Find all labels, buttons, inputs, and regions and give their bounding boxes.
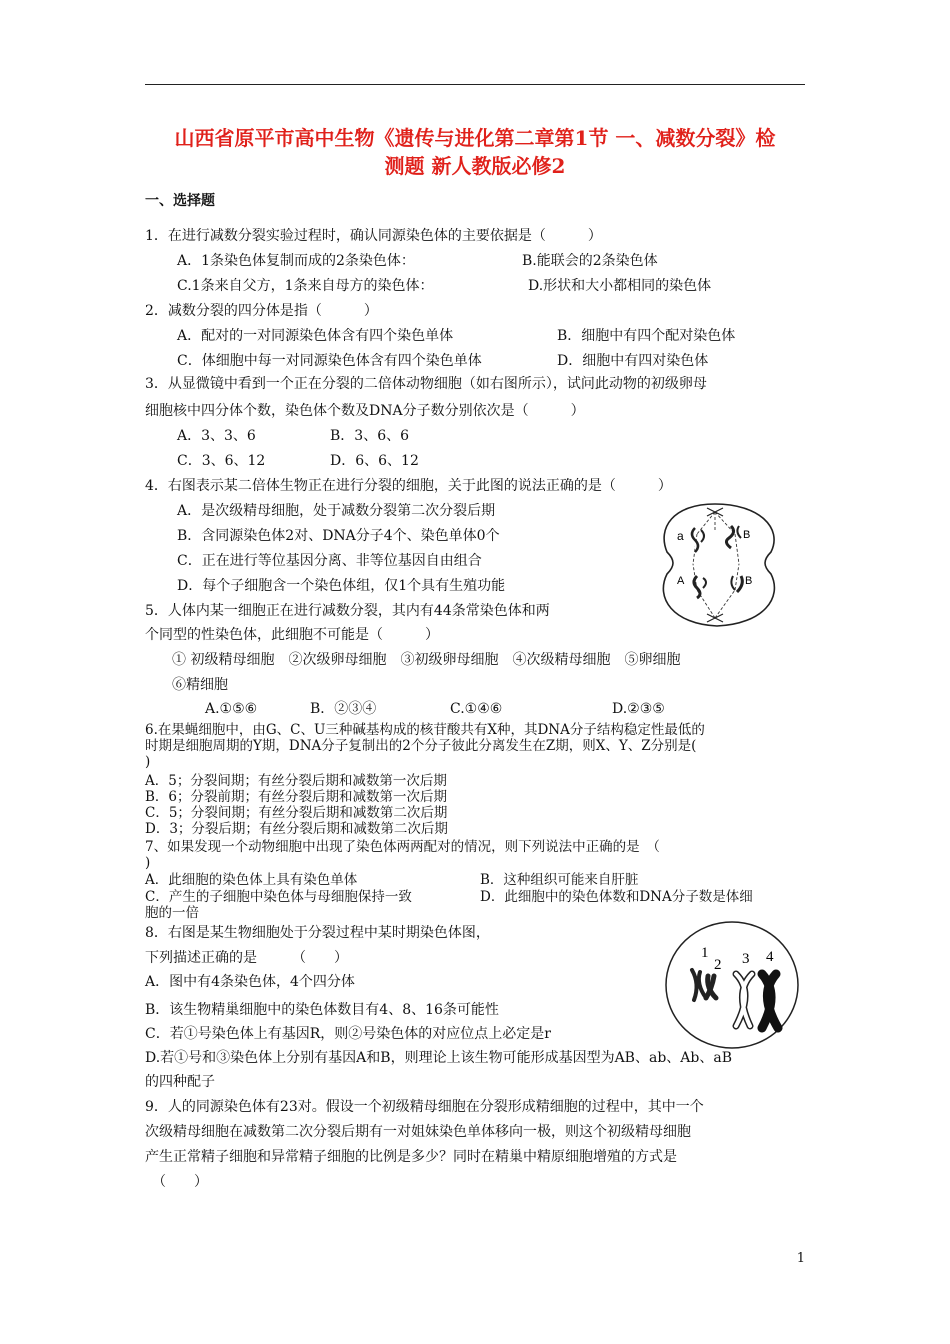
q8-stem: 8．右图是某生物细胞处于分裂过程中某时期染色体图， (145, 925, 490, 941)
q6-stem-3: ) (145, 754, 151, 770)
q3-option-b: B．3、6、6 (330, 428, 410, 444)
chromosome-figure (662, 918, 802, 1053)
q4-option-b: B．含同源染色体2对、DNA分子4个、染色单体0个 (177, 528, 500, 544)
label-a: a (677, 529, 684, 543)
q5-option-c: C.①④⑥ (450, 701, 503, 717)
q6-option-a: A．5；分裂间期；有丝分裂后期和减数第一次后期 (145, 773, 447, 789)
q3-option-a: A．3、3、6 (177, 428, 256, 444)
q1-option-d: D.形状和大小都相同的染色体 (528, 278, 712, 294)
q5-items-2: ⑥精细胞 (172, 677, 228, 693)
q1-option-b: B.能联会的2条染色体 (522, 253, 658, 269)
q4-option-c: C．正在进行等位基因分离、非等位基因自由组合 (177, 553, 482, 569)
q6-stem-2: 时期是细胞周期的Y期，DNA分子复制出的2个分子彼此分离发生在Z期，则X、Y、Z分别是( (145, 738, 697, 754)
q5-items: ① 初级精母细胞 ②次级卵母细胞 ③初级卵母细胞 ④次级精母细胞 ⑤卵细胞 (172, 652, 681, 668)
label-b-upper: B (743, 529, 751, 541)
cell-division-figure (655, 500, 795, 630)
q1-option-c: C.1条来自父方，1条来自母方的染色体： (177, 278, 434, 294)
label-4: 4 (766, 949, 774, 965)
q5-option-d: D.②③⑤ (612, 701, 665, 717)
q2-option-c: C．体细胞中每一对同源染色体含有四个染色单体 (177, 353, 482, 369)
chromosome-2 (706, 976, 716, 998)
q4-stem: 4．右图表示某二倍体生物正在进行分裂的细胞，关于此图的说法正确的是（ ） (145, 478, 672, 494)
q7-stem: 7、如果发现一个动物细胞中出现了染色体两两配对的情况，则下列说法中正确的是 （ (145, 839, 660, 855)
q7-option-c: C．产生的子细胞中染色体与母细胞保持一致 (145, 889, 412, 905)
q7-option-d-2: 胞的一倍 (145, 905, 199, 921)
q1-stem: 1．在进行减数分裂实验过程时，确认同源染色体的主要依据是（ ） (145, 228, 602, 244)
q6-option-c: C．5；分裂间期；有丝分裂后期和减数第二次后期 (145, 805, 448, 821)
q8-option-b: B．该生物精巢细胞中的染色体数目有4、8、16条可能性 (145, 1002, 499, 1018)
q4-option-d: D．每个子细胞含一个染色体组，仅1个具有生殖功能 (177, 578, 506, 594)
q9-stem-3: 产生正常精子细胞和异常精子细胞的比例是多少？同时在精巢中精原细胞增殖的方式是 (145, 1149, 677, 1165)
q7-option-a: A．此细胞的染色体上具有染色单体 (145, 872, 358, 888)
q8-option-c: C．若①号染色体上有基因R，则②号染色体的对应位点上必定是r (145, 1026, 551, 1042)
chromosome-4 (762, 974, 778, 1028)
chromosome-1 (692, 970, 706, 1000)
q5-option-b: B．②③④ (310, 701, 377, 717)
q5-option-a: A.①⑤⑥ (205, 701, 258, 717)
section-heading: 一、选择题 (145, 193, 215, 209)
q8-option-d-2: 的四种配子 (145, 1074, 215, 1090)
q7-option-d: D．此细胞中的染色体数和DNA分子数是体细 (480, 889, 753, 905)
page-number: 1 (796, 1251, 805, 1266)
label-2: 2 (714, 957, 722, 973)
q2-stem: 2．减数分裂的四分体是指（ ） (145, 303, 378, 319)
label-a-upper: A (677, 575, 685, 587)
header-rule (145, 84, 805, 85)
q6-stem: 6.在果蝇细胞中，由G、C、U三种碱基构成的核苷酸共有X种，其DNA分子结构稳定性最低的 (145, 722, 705, 738)
q2-option-a: A．配对的一对同源染色体含有四个染色单体 (177, 328, 454, 344)
q2-option-d: D．细胞中有四对染色体 (557, 353, 709, 369)
q9-stem-2: 次级精母细胞在减数第二次分裂后期有一对姐妹染色单体移向一极，则这个初级精母细胞 (145, 1124, 691, 1140)
q6-option-b: B．6；分裂前期；有丝分裂后期和减数第一次后期 (145, 789, 448, 805)
q3-option-d: D．6、6、12 (330, 453, 419, 469)
q7-stem-2: ) (145, 855, 151, 871)
label-b-lower: B (745, 575, 753, 587)
q3-stem: 3．从显微镜中看到一个正在分裂的二倍体动物细胞（如右图所示），试问此动物的初级卵母 (145, 376, 707, 392)
label-1: 1 (701, 945, 709, 961)
q8-option-d: D.若①号和③染色体上分别有基因A和B，则理论上该生物可能形成基因型为AB、ab、Ab、aB (145, 1050, 732, 1066)
q8-option-a: A．图中有4条染色体，4个四分体 (145, 974, 355, 990)
q7-option-b: B．这种组织可能来自肝脏 (480, 872, 639, 888)
q1-option-a: A．1条染色体复制而成的2条染色体： (177, 253, 415, 269)
label-3: 3 (742, 951, 750, 967)
q8-stem-2: 下列描述正确的是 （ ） (145, 950, 348, 966)
q2-option-b: B．细胞中有四个配对染色体 (557, 328, 736, 344)
q5-stem-2: 个同型的性染色体，此细胞不可能是（ ） (145, 627, 439, 643)
q6-option-d: D．3；分裂后期；有丝分裂后期和减数第二次后期 (145, 821, 448, 837)
q9-stem-4: （ ） (152, 1174, 208, 1190)
q3-stem-2: 细胞核中四分体个数，染色体个数及DNA分子数分别依次是（ ） (145, 403, 585, 419)
q4-option-a: A．是次级精母细胞，处于减数分裂第二次分裂后期 (177, 503, 496, 519)
q3-option-c: C．3、6、12 (177, 453, 266, 469)
q5-stem: 5．人体内某一细胞正在进行减数分裂，其内有44条常染色体和两 (145, 603, 550, 619)
q9-stem: 9．人的同源染色体有23对。假设一个初级精母细胞在分裂形成精细胞的过程中，其中一个 (145, 1099, 704, 1115)
page-title: 山西省原平市高中生物《遗传与进化第二章第1节 一、减数分裂》检 测题 新人教版必修2 (174, 126, 776, 178)
